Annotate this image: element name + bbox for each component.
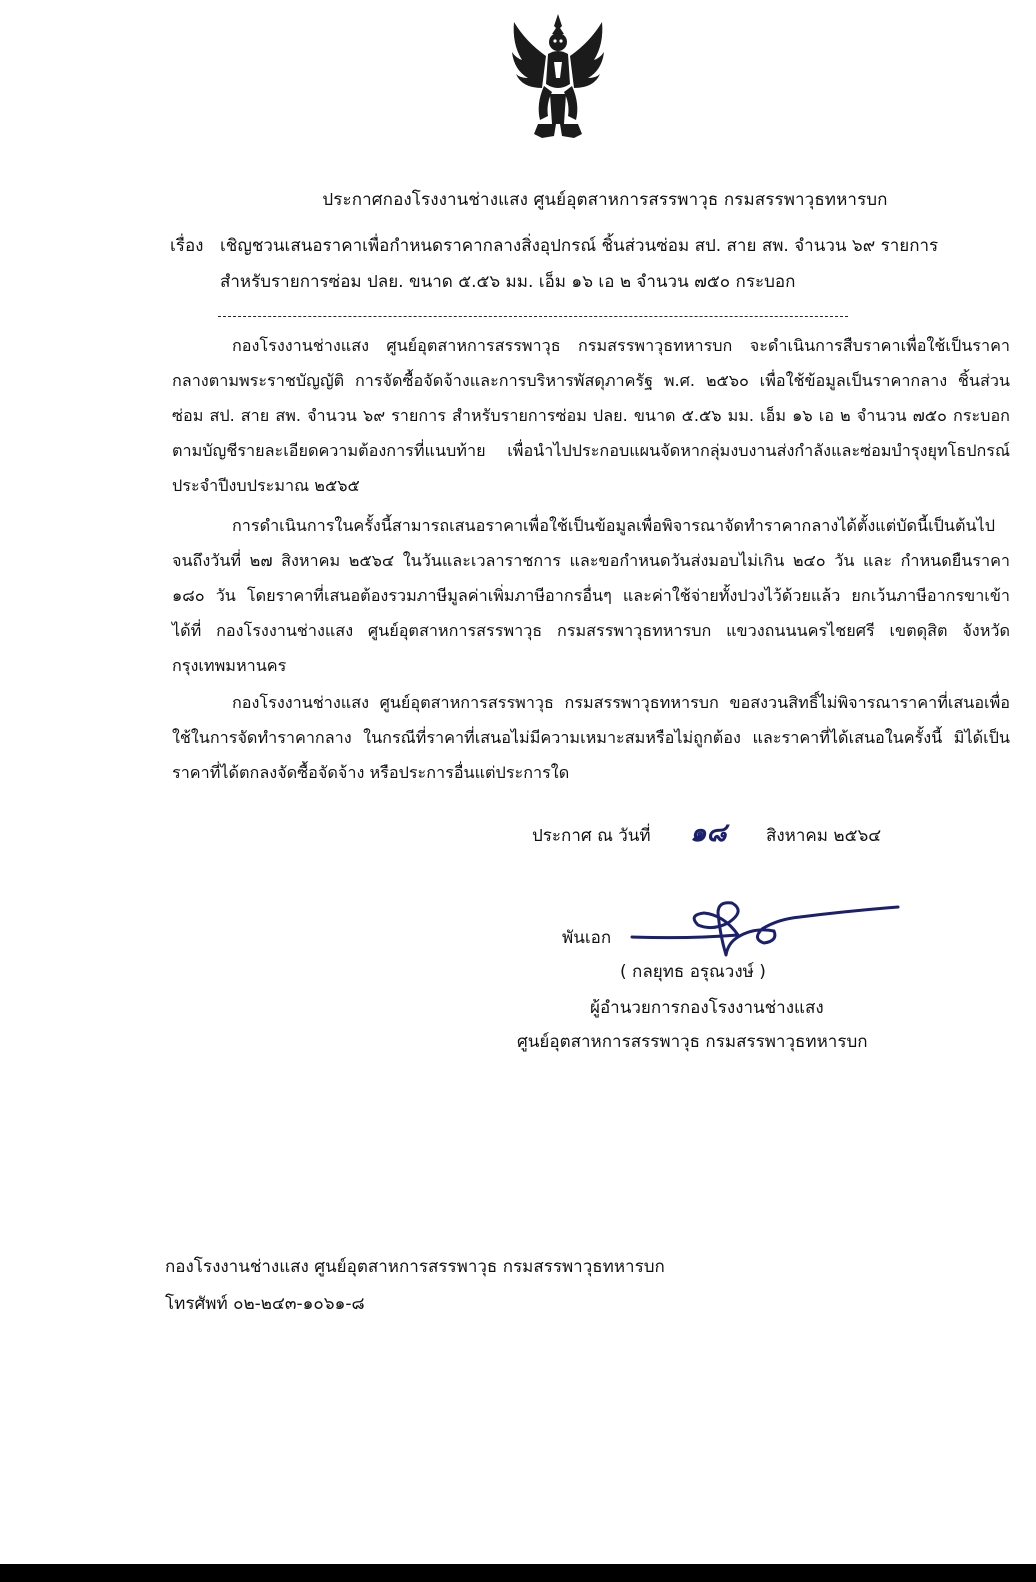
scan-bottom-edge bbox=[0, 1564, 1036, 1582]
announce-day-handwritten: ๑๘ bbox=[690, 818, 727, 848]
announcement-heading: ประกาศกองโรงงานช่างแสง ศูนย์อุตสาหการสรรพาวุธ กรมสรรพาวุธทหารบก bbox=[322, 190, 888, 210]
signature-icon bbox=[628, 895, 908, 965]
subject-line-2: สำหรับรายการซ่อม ปลย. ขนาด ๕.๕๖ มม. เอ็ม ๑๖ เอ ๒ จำนวน ๗๕๐ กระบอก bbox=[220, 272, 796, 292]
announce-month-year: สิงหาคม ๒๕๖๔ bbox=[766, 826, 882, 846]
signer-rank: พันเอก bbox=[562, 928, 612, 948]
body-paragraph-1: กองโรงงานช่างแสง ศูนย์อุตสาหการสรรพาวุธ กรมสรรพาวุธทหารบก จะดำเนินการสืบราคาเพื่อใช้เป็นราคากลางตามพระราชบัญญัติ การจัดซื้อจัดจ้างและการบริหารพัสดุภาครัฐ พ.ศ. ๒๕๖๐ เพื่อใช้ข้อมูลเป็นราคากลาง ชิ้นส่วนซ่อม สป. สาย สพ. จำนวน ๖๙ รายการ สำหรับรายการซ่อม ปลย. ขนาด ๕.๕๖ มม. เอ็ม ๑๖ เอ ๒ จำนวน ๗๕๐ กระบอก ตามบัญชีรายละเอียดความต้องการที่แนบท้าย เพื่อนำไปประกอบแผนจัดหากลุ่มงบงานส่งกำลังและซ่อมบำรุงยุทโธปกรณ์ ประจำปีงบประมาณ ๒๕๖๕ bbox=[172, 336, 1010, 495]
garuda-emblem-icon bbox=[508, 12, 608, 148]
signer-name: ( กลยุทธ อรุณวงษ์ ) bbox=[620, 962, 766, 982]
subject-label: เรื่อง bbox=[170, 236, 204, 256]
body-paragraph-3: กองโรงงานช่างแสง ศูนย์อุตสาหการสรรพาวุธ กรมสรรพาวุธทหารบก ขอสงวนสิทธิ์ไม่พิจารณาราคาที่เสนอเพื่อใช้ในการจัดทำราคากลาง ในกรณีที่ราคาที่เสนอไม่มีความเหมาะสมหรือไม่ถูกต้อง และราคาที่ได้เสนอในครั้งนี้ มิได้เป็นราคาที่ได้ตกลงจัดซื้อจัดจ้าง หรือประการอื่นแต่ประการใด bbox=[172, 693, 1010, 782]
separator-line bbox=[218, 316, 848, 317]
footer-phone: โทรศัพท์ ๐๒-๒๔๓-๑๐๖๑-๘ bbox=[165, 1294, 365, 1314]
body-paragraph-2: การดำเนินการในครั้งนี้สามารถเสนอราคาเพื่อใช้เป็นข้อมูลเพื่อพิจารณาจัดทำราคากลางได้ตั้งแต่บัดนี้เป็นต้นไป จนถึงวันที่ ๒๗ สิงหาคม ๒๕๖๔ ในวันและเวลาราชการ และขอกำหนดวันส่งมอบไม่เกิน ๒๔๐ วัน และ กำหนดยืนราคา ๑๘๐ วัน โดยราคาที่เสนอต้องรวมภาษีมูลค่าเพิ่มภาษีอากรอื่นๆ และค่าใช้จ่ายทั้งปวงไว้ด้วยแล้ว ยกเว้นภาษีอากรขาเข้า ได้ที่ กองโรงงานช่างแสง ศูนย์อุตสาหการสรรพาวุธ กรมสรรพาวุธทหารบก แขวงถนนนครไชยศรี เขตดุสิต จังหวัดกรุงเทพมหานคร bbox=[172, 516, 1010, 675]
announce-date-label: ประกาศ ณ วันที่ bbox=[532, 826, 651, 846]
subject-line-1: เชิญชวนเสนอราคาเพื่อกำหนดราคากลางสิ่งอุปกรณ์ ชิ้นส่วนซ่อม สป. สาย สพ. จำนวน ๖๙ รายการ bbox=[220, 236, 939, 256]
footer-organization: กองโรงงานช่างแสง ศูนย์อุตสาหการสรรพาวุธ กรมสรรพาวุธทหารบก bbox=[165, 1257, 665, 1277]
signer-title-2: ศูนย์อุตสาหการสรรพาวุธ กรมสรรพาวุธทหารบก bbox=[517, 1032, 868, 1052]
signer-title-1: ผู้อำนวยการกองโรงงานช่างแสง bbox=[590, 998, 824, 1018]
